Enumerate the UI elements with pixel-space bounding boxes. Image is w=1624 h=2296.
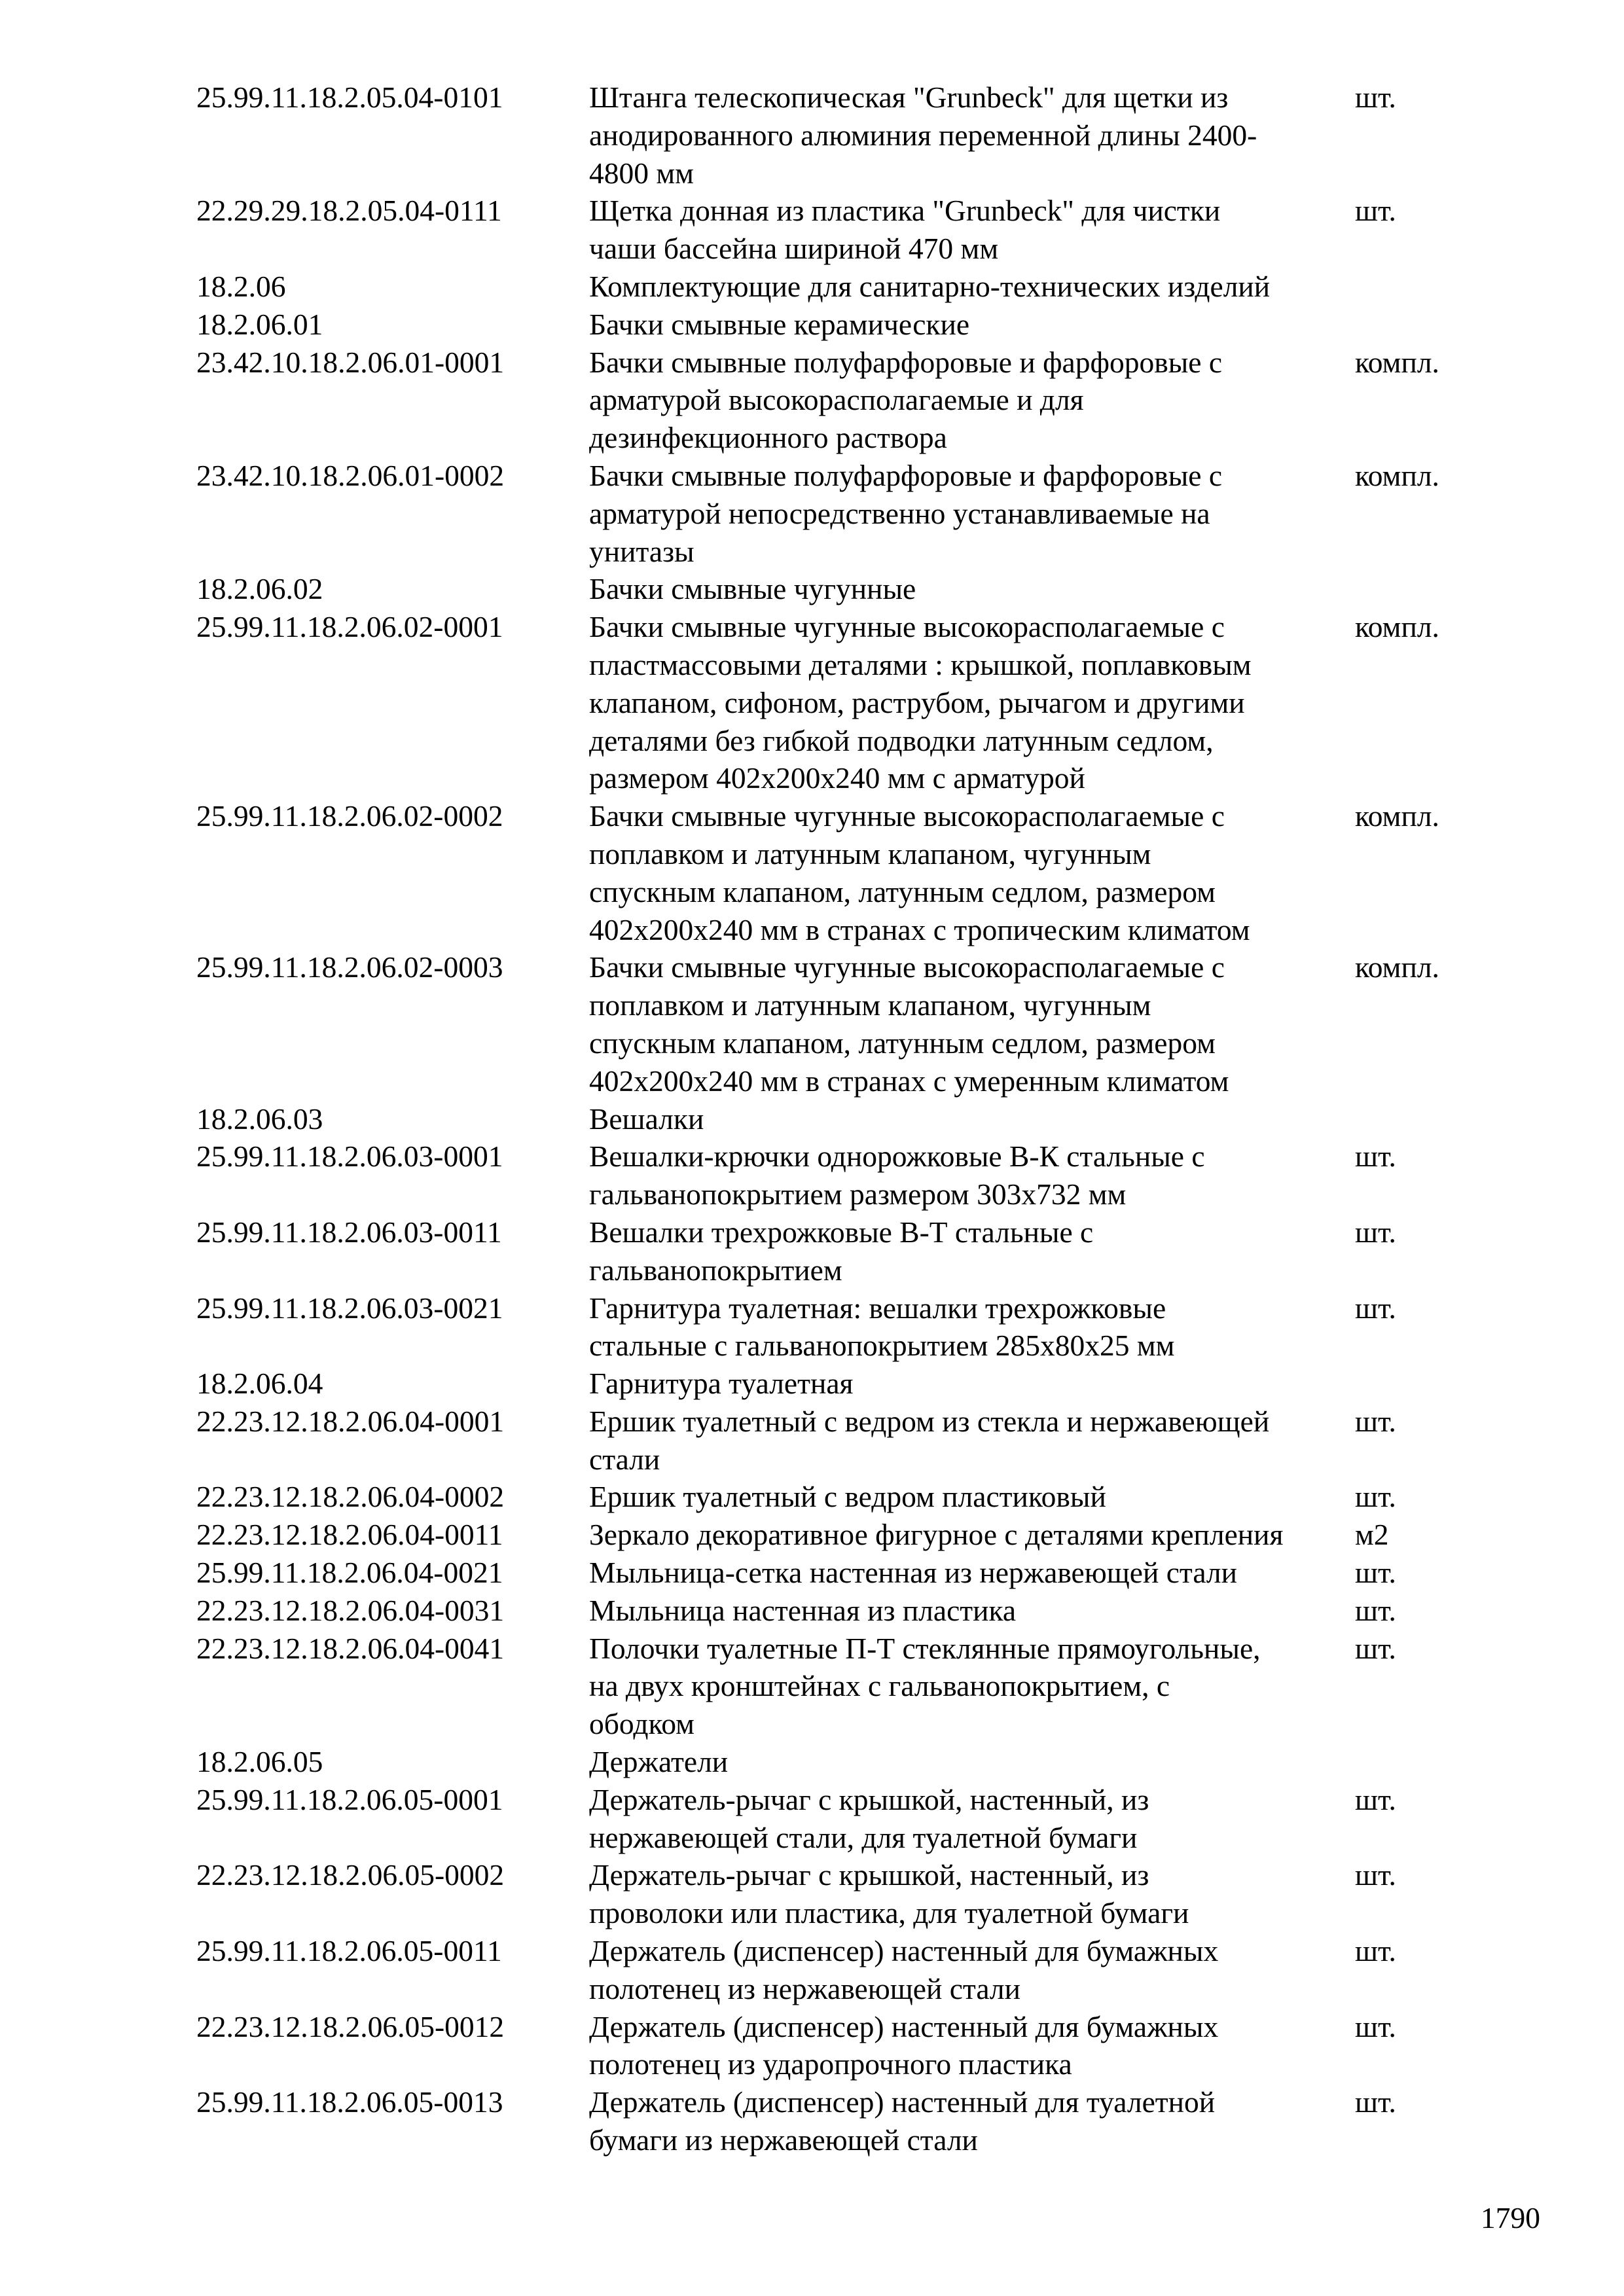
resource-name-line: дезинфекционного раствора xyxy=(589,421,947,455)
resource-code: 25.99.11.18.2.06.02-0003 xyxy=(196,950,503,984)
resource-name-line: Гарнитура туалетная xyxy=(589,1367,854,1401)
resource-name-line: Держатель-рычаг с крышкой, настенный, из xyxy=(589,1782,1149,1816)
resource-code: 25.99.11.18.2.06.03-0011 xyxy=(196,1215,502,1249)
resource-code: 25.99.11.18.2.06.05-0001 xyxy=(196,1782,503,1816)
unit-of-measure: шт. xyxy=(1355,1404,1396,1438)
resource-name xyxy=(589,2083,1355,2159)
resource-name xyxy=(589,1289,1355,1365)
resource-name xyxy=(589,79,1355,192)
resource-name-line: Мыльница настенная из пластика xyxy=(589,1593,1017,1627)
resource-name-line: анодированного алюминия переменной длины 2400- xyxy=(589,118,1257,152)
table-row xyxy=(196,192,1479,268)
table-row xyxy=(196,1743,1479,1781)
resource-name-line: арматурой непосредственно устанавливаемые на xyxy=(589,496,1210,530)
resource-code: 25.99.11.18.2.06.03-0021 xyxy=(196,1291,503,1325)
table-row xyxy=(196,268,1479,306)
resource-code: 22.23.12.18.2.06.04-0041 xyxy=(196,1631,505,1665)
table-row xyxy=(196,1781,1479,1857)
unit-of-measure: шт. xyxy=(1355,2009,1396,2043)
table-row xyxy=(196,79,1479,192)
resource-code: 23.42.10.18.2.06.01-0001 xyxy=(196,345,505,379)
resource-name xyxy=(589,948,1355,1100)
table-row xyxy=(196,608,1479,797)
table-row xyxy=(196,1289,1479,1365)
resource-code: 18.2.06.03 xyxy=(196,1102,323,1136)
unit-of-measure: компл. xyxy=(1355,799,1439,833)
resource-name xyxy=(589,797,1355,948)
resource-name-line: Бачки смывные чугунные высокорасполагаемые с xyxy=(589,799,1225,833)
resource-name-line: размером 402х200х240 мм с арматурой xyxy=(589,761,1085,795)
resource-name-line: Держатель-рычаг с крышкой, настенный, из xyxy=(589,1858,1149,1892)
resource-code: 25.99.11.18.2.06.04-0021 xyxy=(196,1556,503,1590)
table-row xyxy=(196,1630,1479,1743)
unit-of-measure: шт. xyxy=(1355,1934,1396,1968)
table-row xyxy=(196,457,1479,570)
resource-name-line: Бачки смывные полуфарфоровые и фарфоровые с xyxy=(589,345,1223,379)
resource-name-line: нержавеющей стали, для туалетной бумаги xyxy=(589,1820,1138,1854)
unit-of-measure: компл. xyxy=(1355,610,1439,644)
table-row xyxy=(196,2008,1479,2084)
resource-code: 22.23.12.18.2.06.04-0002 xyxy=(196,1480,505,1514)
resource-name-line: гальванопокрытием размером 303х732 мм xyxy=(589,1177,1127,1211)
table-row xyxy=(196,1365,1479,1403)
resource-code: 25.99.11.18.2.06.02-0001 xyxy=(196,610,503,644)
table-row xyxy=(196,306,1479,344)
resource-name xyxy=(589,192,1355,268)
resource-name-line: Ершик туалетный с ведром пластиковый xyxy=(589,1480,1106,1514)
resource-name-line: Зеркало декоративное фигурное с деталями крепления xyxy=(589,1518,1284,1552)
unit-of-measure: компл. xyxy=(1355,345,1439,379)
resource-name xyxy=(589,1592,1355,1630)
unit-of-measure: шт. xyxy=(1355,1556,1396,1590)
resource-name-line: Гарнитура туалетная: вешалки трехрожковые xyxy=(589,1291,1166,1325)
table-row xyxy=(196,1403,1479,1479)
resource-name-line: 4800 мм xyxy=(589,156,694,190)
table-row xyxy=(196,344,1479,457)
resource-name xyxy=(589,1781,1355,1857)
table-row xyxy=(196,1478,1479,1516)
resource-name-line: спускным клапаном, латунным седлом, размером xyxy=(589,1026,1216,1060)
resource-name xyxy=(589,1403,1355,1479)
resource-name-line: Щетка донная из пластика "Grunbeck" для чистки xyxy=(589,194,1221,228)
resource-name-line: бумаги из нержавеющей стали xyxy=(589,2123,978,2157)
resource-code: 25.99.11.18.2.06.02-0002 xyxy=(196,799,503,833)
resource-code: 22.23.12.18.2.06.05-0012 xyxy=(196,2009,505,2043)
resource-name xyxy=(589,2008,1355,2084)
unit-of-measure: шт. xyxy=(1355,194,1396,228)
resource-name-line: проволоки или пластика, для туалетной бумаги xyxy=(589,1896,1189,1930)
resource-name-line: полотенец из нержавеющей стали xyxy=(589,1971,1020,2005)
table-row xyxy=(196,1213,1479,1289)
resource-name-line: Вешалки-крючки однорожковые В-К стальные с xyxy=(589,1139,1205,1174)
resource-name-line: Полочки туалетные П-Т стеклянные прямоугольные, xyxy=(589,1631,1261,1665)
unit-of-measure: шт. xyxy=(1355,1858,1396,1892)
resource-name-line: Бачки смывные полуфарфоровые и фарфоровые с xyxy=(589,458,1223,492)
resource-name xyxy=(589,1743,1355,1781)
table-row xyxy=(196,570,1479,608)
resource-name-line: клапаном, сифоном, раструбом, рычагом и другими xyxy=(589,685,1245,719)
resource-name-line: деталями без гибкой подводки латунным седлом, xyxy=(589,723,1214,757)
table-row xyxy=(196,2083,1479,2159)
resource-code: 18.2.06.02 xyxy=(196,572,323,606)
resource-name xyxy=(589,268,1355,306)
resource-code: 25.99.11.18.2.06.05-0013 xyxy=(196,2085,503,2119)
resource-name xyxy=(589,1213,1355,1289)
unit-of-measure: шт. xyxy=(1355,1480,1396,1514)
resource-name-line: стали xyxy=(589,1442,660,1476)
table-row xyxy=(196,948,1479,1100)
unit-of-measure: компл. xyxy=(1355,458,1439,492)
resource-name-line: 402х200х240 мм в странах с тропическим климатом xyxy=(589,912,1250,946)
resource-name-line: 402х200х240 мм в странах с умеренным климатом xyxy=(589,1064,1229,1098)
unit-of-measure: м2 xyxy=(1355,1518,1389,1552)
resource-name-line: Ершик туалетный с ведром из стекла и нержавеющей xyxy=(589,1404,1270,1438)
resource-name-line: полотенец из ударопрочного пластика xyxy=(589,2047,1072,2081)
table-row xyxy=(196,1554,1479,1592)
resource-name-line: Держатель (диспенсер) настенный для бумажных xyxy=(589,1934,1219,1968)
resource-name-line: Держатель (диспенсер) настенный для туалетной xyxy=(589,2085,1216,2119)
unit-of-measure: шт. xyxy=(1355,1593,1396,1627)
table-row xyxy=(196,1100,1479,1138)
resource-name-line: Вешалки трехрожковые В-Т стальные с xyxy=(589,1215,1094,1249)
resource-name-line: арматурой высокорасполагаемые и для xyxy=(589,383,1084,417)
unit-of-measure: шт. xyxy=(1355,2085,1396,2119)
resource-name-line: Бачки смывные чугунные высокорасполагаемые с xyxy=(589,950,1225,984)
resource-name xyxy=(589,1516,1355,1554)
resource-name-line: унитазы xyxy=(589,534,695,568)
resource-name xyxy=(589,1365,1355,1403)
resource-name-line: ободком xyxy=(589,1707,695,1741)
resource-code: 18.2.06 xyxy=(196,269,286,303)
resource-name xyxy=(589,1856,1355,1932)
resource-code: 18.2.06.05 xyxy=(196,1745,323,1779)
resource-name xyxy=(589,570,1355,608)
resource-code: 22.29.29.18.2.05.04-0111 xyxy=(196,194,502,228)
price-list-table xyxy=(196,79,1479,2159)
resource-code: 25.99.11.18.2.06.03-0001 xyxy=(196,1139,503,1174)
table-row xyxy=(196,1592,1479,1630)
resource-name-line: на двух кронштейнах с гальванопокрытием, с xyxy=(589,1669,1170,1703)
table-row xyxy=(196,1516,1479,1554)
unit-of-measure: шт. xyxy=(1355,1291,1396,1325)
resource-name xyxy=(589,608,1355,797)
table-row xyxy=(196,1932,1479,2008)
unit-of-measure: шт. xyxy=(1355,1631,1396,1665)
resource-name xyxy=(589,344,1355,457)
resource-name-line: пластмассовыми деталями : крышкой, поплавковым xyxy=(589,647,1252,681)
table-row xyxy=(196,1856,1479,1932)
resource-name xyxy=(589,457,1355,570)
unit-of-measure: компл. xyxy=(1355,950,1439,984)
unit-of-measure: шт. xyxy=(1355,1215,1396,1249)
resource-name xyxy=(589,1932,1355,2008)
resource-code: 23.42.10.18.2.06.01-0002 xyxy=(196,458,505,492)
resource-name-line: чаши бассейна шириной 470 мм xyxy=(589,232,999,266)
resource-code: 18.2.06.01 xyxy=(196,307,323,341)
page-number: 1790 xyxy=(1481,2201,1540,2234)
resource-code: 18.2.06.04 xyxy=(196,1367,323,1401)
resource-name xyxy=(589,306,1355,344)
resource-name xyxy=(589,1138,1355,1213)
resource-name-line: Мыльница-сетка настенная из нержавеющей стали xyxy=(589,1556,1237,1590)
unit-of-measure: шт. xyxy=(1355,1139,1396,1174)
resource-name-line: спускным клапаном, латунным седлом, размером xyxy=(589,874,1216,908)
resource-name-line: Штанга телескопическая "Grunbeck" для щетки из xyxy=(589,81,1229,114)
resource-name-line: Держатели xyxy=(589,1745,729,1779)
resource-name xyxy=(589,1478,1355,1516)
resource-code: 22.23.12.18.2.06.04-0031 xyxy=(196,1593,505,1627)
resource-name-line: Комплектующие для санитарно-технических изделий xyxy=(589,269,1271,303)
resource-name-line: стальные с гальванопокрытием 285х80х25 мм xyxy=(589,1329,1175,1363)
table-row xyxy=(196,1138,1479,1213)
resource-name-line: Бачки смывные керамические xyxy=(589,307,970,341)
table-row xyxy=(196,797,1479,948)
resource-code: 22.23.12.18.2.06.04-0011 xyxy=(196,1518,503,1552)
resource-name-line: поплавком и латунным клапаном, чугунным xyxy=(589,836,1151,870)
resource-name xyxy=(589,1630,1355,1743)
resource-code: 25.99.11.18.2.06.05-0011 xyxy=(196,1934,502,1968)
resource-name-line: гальванопокрытием xyxy=(589,1253,842,1287)
resource-name-line: Бачки смывные чугунные xyxy=(589,572,916,606)
resource-name xyxy=(589,1554,1355,1592)
unit-of-measure: шт. xyxy=(1355,81,1396,114)
resource-name xyxy=(589,1100,1355,1138)
resource-code: 25.99.11.18.2.05.04-0101 xyxy=(196,81,503,114)
resource-name-line: поплавком и латунным клапаном, чугунным xyxy=(589,988,1151,1022)
resource-code: 22.23.12.18.2.06.04-0001 xyxy=(196,1404,505,1438)
resource-name-line: Держатель (диспенсер) настенный для бумажных xyxy=(589,2009,1219,2043)
resource-name-line: Вешалки xyxy=(589,1102,704,1136)
unit-of-measure: шт. xyxy=(1355,1782,1396,1816)
resource-code: 22.23.12.18.2.06.05-0002 xyxy=(196,1858,505,1892)
resource-name-line: Бачки смывные чугунные высокорасполагаемые с xyxy=(589,610,1225,644)
